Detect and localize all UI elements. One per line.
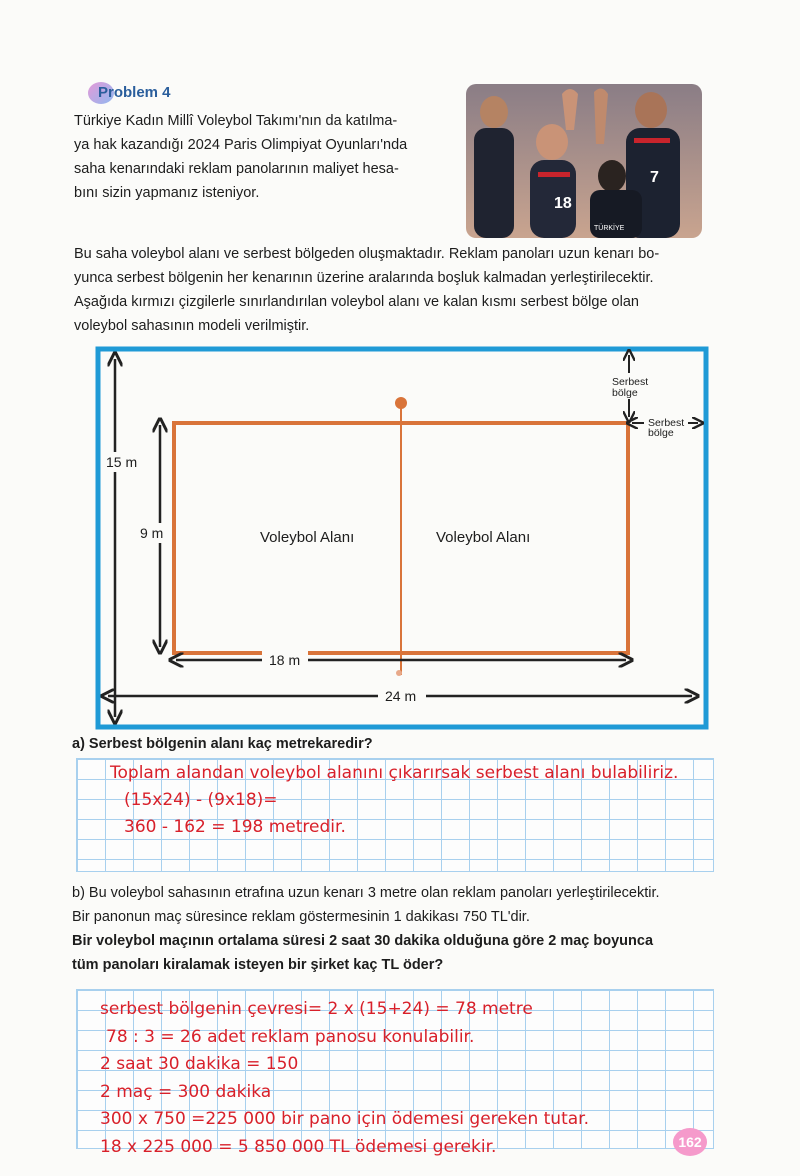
question-b xyxy=(72,881,752,977)
answer-b-line: 300 x 750 =225 000 bir pano için ödemesi gereken tutar. xyxy=(100,1109,589,1129)
problem-title: Problem 4 xyxy=(98,84,171,101)
jersey-number: 7 xyxy=(650,169,659,186)
answer-b xyxy=(100,996,740,1161)
free-zone-top-label: Serbest xyxy=(612,376,649,388)
question-a: a) Serbest bölgenin alanı kaç metrekaredir? xyxy=(72,736,373,752)
free-zone-top-label: bölge xyxy=(612,387,638,399)
team-photo xyxy=(466,84,702,238)
question-b-line: b) Bu voleybol sahasının etrafına uzun kenarı 3 metre olan reklam panoları yerleştirilecektir. xyxy=(72,885,660,901)
answer-a-line: (15x24) - (9x18)= xyxy=(124,790,278,810)
answer-b-line: 2 saat 30 dakika = 150 xyxy=(100,1054,299,1074)
answer-a xyxy=(110,760,750,841)
question-b-line: Bir voleybol maçının ortalama süresi 2 saat 30 dakika olduğuna göre 2 maç boyunca xyxy=(72,933,654,949)
answer-b-line: 2 maç = 300 dakika xyxy=(100,1081,272,1102)
intro-line: saha kenarındaki reklam panolarının maliyet hesa- xyxy=(74,161,399,177)
description-paragraph xyxy=(74,242,734,338)
court-label-left: Voleybol Alanı xyxy=(260,529,355,546)
description-line: Bu saha voleybol alanı ve serbest bölgeden oluşmaktadır. Reklam panoları uzun kenarı bo- xyxy=(74,246,660,262)
description-line: voleybol sahasının modeli verilmiştir. xyxy=(74,318,310,334)
court-label-right: Voleybol Alanı xyxy=(436,529,531,546)
question-b-line: tüm panoları kiralamak isteyen bir şirket kaç TL öder? xyxy=(72,957,444,973)
label-15m: 15 m xyxy=(106,454,138,470)
answer-b-line: serbest bölgenin çevresi= 2 x (15+24) = 78 metre xyxy=(100,999,533,1019)
answer-a-line: 360 - 162 = 198 metredir. xyxy=(124,817,346,837)
intro-line: Türkiye Kadın Millî Voleybol Takımı'nın da katılma- xyxy=(74,113,398,129)
answer-b-line: 78 : 3 = 26 adet reklam panosu konulabilir. xyxy=(106,1026,475,1047)
court-diagram xyxy=(94,345,710,736)
description-line: Aşağıda kırmızı çizgilerle sınırlandırılan voleybol alanı ve kalan kısmı serbest bölge olan xyxy=(74,294,639,310)
label-9m: 9 m xyxy=(140,525,164,541)
page-number: 162 xyxy=(673,1128,707,1156)
question-b-line: Bir panonun maç süresince reklam göstermesinin 1 dakikası 750 TL'dir. xyxy=(72,909,530,925)
label-18m: 18 m xyxy=(269,652,301,668)
label-24m: 24 m xyxy=(385,688,417,704)
intro-paragraph xyxy=(74,109,446,205)
intro-line: ya hak kazandığı 2024 Paris Olimpiyat Oyunları'nda xyxy=(74,137,408,153)
answer-b-line: 18 x 225 000 = 5 850 000 TL ödemesi gerekir. xyxy=(100,1136,497,1157)
intro-line: bını sizin yapmanız isteniyor. xyxy=(74,185,260,201)
jersey-text: TÜRKİYE xyxy=(594,225,625,232)
answer-a-line: Toplam alandan voleybol alanını çıkarırsak serbest alanı bulabiliriz. xyxy=(110,763,679,783)
net-post-bottom xyxy=(396,670,402,676)
jersey-number: 18 xyxy=(554,195,572,212)
net-post-top xyxy=(395,397,407,409)
problem-badge xyxy=(88,80,180,106)
free-zone-right-label: bölge xyxy=(648,427,674,439)
free-zone-right-label: Serbest xyxy=(648,417,685,429)
description-line: yunca serbest bölgenin her kenarının üzerine aralarında boşluk kalmadan yerleştirilecektir. xyxy=(74,270,654,286)
